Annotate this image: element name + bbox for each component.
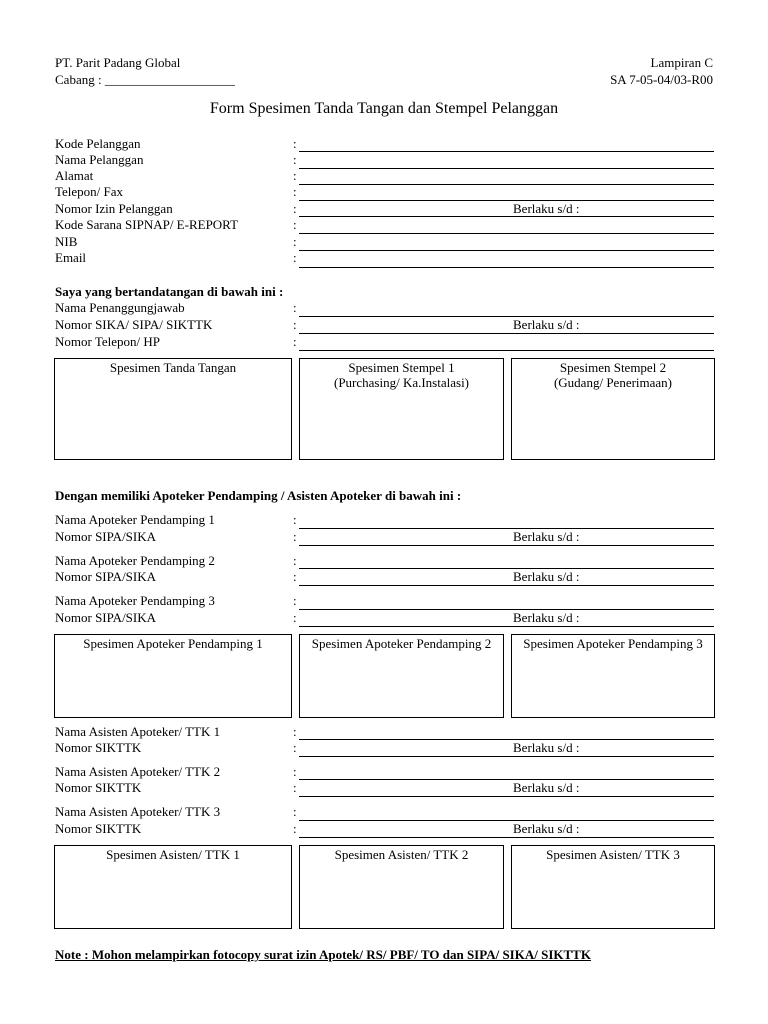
document-code: SA 7-05-04/03-R00	[610, 72, 713, 87]
signer-heading: Saya yang bertandatangan di bawah ini :	[55, 284, 284, 299]
label-pharmacist-2: Nama Apoteker Pendamping 2	[55, 553, 215, 568]
colon: :	[293, 724, 297, 739]
label-assistant-2: Nama Asisten Apoteker/ TTK 2	[55, 764, 221, 779]
signature-specimen-box[interactable]	[54, 358, 292, 460]
assistant-1-specimen-label: Spesimen Asisten/ TTK 1	[106, 847, 240, 862]
assistant-2-valid-until: Berlaku s/d :	[513, 780, 580, 795]
address-line[interactable]	[299, 184, 714, 185]
pharmacist-heading: Dengan memiliki Apoteker Pendamping / Asisten Apoteker di bawah ini :	[55, 488, 462, 503]
label-permit-number: Nomor Izin Pelanggan	[55, 201, 173, 216]
pharmacist-3-specimen-label: Spesimen Apoteker Pendamping 3	[523, 636, 703, 651]
sipnap-line[interactable]	[299, 233, 714, 234]
colon: :	[293, 553, 297, 568]
branch-field[interactable]: Cabang : ____________________	[55, 72, 235, 87]
label-address: Alamat	[55, 168, 94, 183]
assistant-3-valid-until: Berlaku s/d :	[513, 821, 580, 836]
assistant-1-specimen-box[interactable]	[54, 845, 292, 929]
colon: :	[293, 217, 297, 232]
label-license-number: Nomor SIKA/ SIPA/ SIKTTK	[55, 317, 213, 332]
sipa-sika-1-line[interactable]	[299, 545, 714, 546]
colon: :	[293, 804, 297, 819]
label-phone-fax: Telepon/ Fax	[55, 184, 124, 199]
stamp-2-sublabel: (Gudang/ Penerimaan)	[553, 375, 673, 390]
sipa-sika-2-line[interactable]	[299, 585, 714, 586]
label-mobile-phone: Nomor Telepon/ HP	[55, 334, 161, 349]
label-customer-code: Kode Pelanggan	[55, 136, 141, 151]
stamp-specimen-1-box[interactable]	[299, 358, 504, 460]
permit-valid-until: Berlaku s/d :	[513, 201, 580, 216]
mobile-phone-line[interactable]	[299, 350, 714, 351]
stamp-1-sublabel: (Purchasing/ Ka.Instalasi)	[333, 375, 470, 390]
form-title: Form Spesimen Tanda Tangan dan Stempel Pelanggan	[209, 100, 559, 117]
phone-fax-line[interactable]	[299, 200, 714, 201]
colon: :	[293, 250, 297, 265]
label-sikttk-1: Nomor SIKTTK	[55, 740, 142, 755]
colon: :	[293, 168, 297, 183]
colon: :	[293, 593, 297, 608]
colon: :	[293, 764, 297, 779]
pharmacist-1-line[interactable]	[299, 528, 714, 529]
stamp-2-label: Spesimen Stempel 2	[559, 360, 667, 375]
label-responsible-name: Nama Penanggungjawab	[55, 300, 185, 315]
customer-code-line[interactable]	[299, 151, 714, 152]
pharmacist-2-specimen-box[interactable]	[299, 634, 504, 718]
permit-number-line[interactable]	[299, 216, 714, 217]
label-pharmacist-3: Nama Apoteker Pendamping 3	[55, 593, 215, 608]
label-nib: NIB	[55, 234, 78, 249]
label-assistant-1: Nama Asisten Apoteker/ TTK 1	[55, 724, 221, 739]
label-sipa-sika-2: Nomor SIPA/SIKA	[55, 569, 157, 584]
sikttk-3-line[interactable]	[299, 837, 714, 838]
pharmacist-2-valid-until: Berlaku s/d :	[513, 569, 580, 584]
pharmacist-1-specimen-box[interactable]	[54, 634, 292, 718]
pharmacist-3-specimen-box[interactable]	[511, 634, 715, 718]
label-sipnap-code: Kode Sarana SIPNAP/ E-REPORT	[55, 217, 239, 232]
footer-note: Note : Mohon melampirkan fotocopy surat izin Apotek/ RS/ PBF/ TO dan SIPA/ SIKA/ SIKTTK	[55, 947, 591, 962]
assistant-2-line[interactable]	[299, 779, 714, 780]
stamp-specimen-2-box[interactable]	[511, 358, 715, 460]
sikttk-1-line[interactable]	[299, 756, 714, 757]
assistant-3-specimen-label: Spesimen Asisten/ TTK 3	[546, 847, 680, 862]
colon: :	[293, 152, 297, 167]
attachment-label: Lampiran C	[650, 55, 713, 70]
colon: :	[293, 780, 297, 795]
colon: :	[293, 610, 297, 625]
colon: :	[293, 234, 297, 249]
license-valid-until: Berlaku s/d :	[513, 317, 580, 332]
colon: :	[293, 821, 297, 836]
nib-line[interactable]	[299, 250, 714, 251]
pharmacist-3-line[interactable]	[299, 609, 714, 610]
label-assistant-3: Nama Asisten Apoteker/ TTK 3	[55, 804, 221, 819]
colon: :	[293, 569, 297, 584]
label-pharmacist-1: Nama Apoteker Pendamping 1	[55, 512, 215, 527]
stamp-1-label: Spesimen Stempel 1	[348, 360, 455, 375]
assistant-3-line[interactable]	[299, 820, 714, 821]
label-customer-name: Nama Pelanggan	[55, 152, 144, 167]
assistant-2-specimen-box[interactable]	[299, 845, 504, 929]
assistant-1-valid-until: Berlaku s/d :	[513, 740, 580, 755]
pharmacist-1-specimen-label: Spesimen Apoteker Pendamping 1	[83, 636, 263, 651]
label-sikttk-2: Nomor SIKTTK	[55, 780, 142, 795]
label-sikttk-3: Nomor SIKTTK	[55, 821, 142, 836]
sikttk-2-line[interactable]	[299, 796, 714, 797]
label-sipa-sika-1: Nomor SIPA/SIKA	[55, 529, 157, 544]
customer-name-line[interactable]	[299, 168, 714, 169]
colon: :	[293, 184, 297, 199]
pharmacist-1-valid-until: Berlaku s/d :	[513, 529, 580, 544]
colon: :	[293, 334, 297, 349]
responsible-name-line[interactable]	[299, 316, 714, 317]
colon: :	[293, 300, 297, 315]
label-email: Email	[55, 250, 87, 265]
assistant-3-specimen-box[interactable]	[511, 845, 715, 929]
signature-specimen-label: Spesimen Tanda Tangan	[109, 360, 237, 375]
license-number-line[interactable]	[299, 333, 714, 334]
pharmacist-3-valid-until: Berlaku s/d :	[513, 610, 580, 625]
label-sipa-sika-3: Nomor SIPA/SIKA	[55, 610, 157, 625]
pharmacist-2-line[interactable]	[299, 568, 714, 569]
colon: :	[293, 740, 297, 755]
colon: :	[293, 136, 297, 151]
assistant-2-specimen-label: Spesimen Asisten/ TTK 2	[334, 847, 469, 862]
colon: :	[293, 512, 297, 527]
assistant-1-line[interactable]	[299, 739, 714, 740]
company-name: PT. Parit Padang Global	[55, 55, 181, 70]
email-line[interactable]	[299, 267, 714, 268]
colon: :	[293, 529, 297, 544]
pharmacist-2-specimen-label: Spesimen Apoteker Pendamping 2	[311, 636, 492, 651]
colon: :	[293, 201, 297, 216]
sipa-sika-3-line[interactable]	[299, 626, 714, 627]
colon: :	[293, 317, 297, 332]
